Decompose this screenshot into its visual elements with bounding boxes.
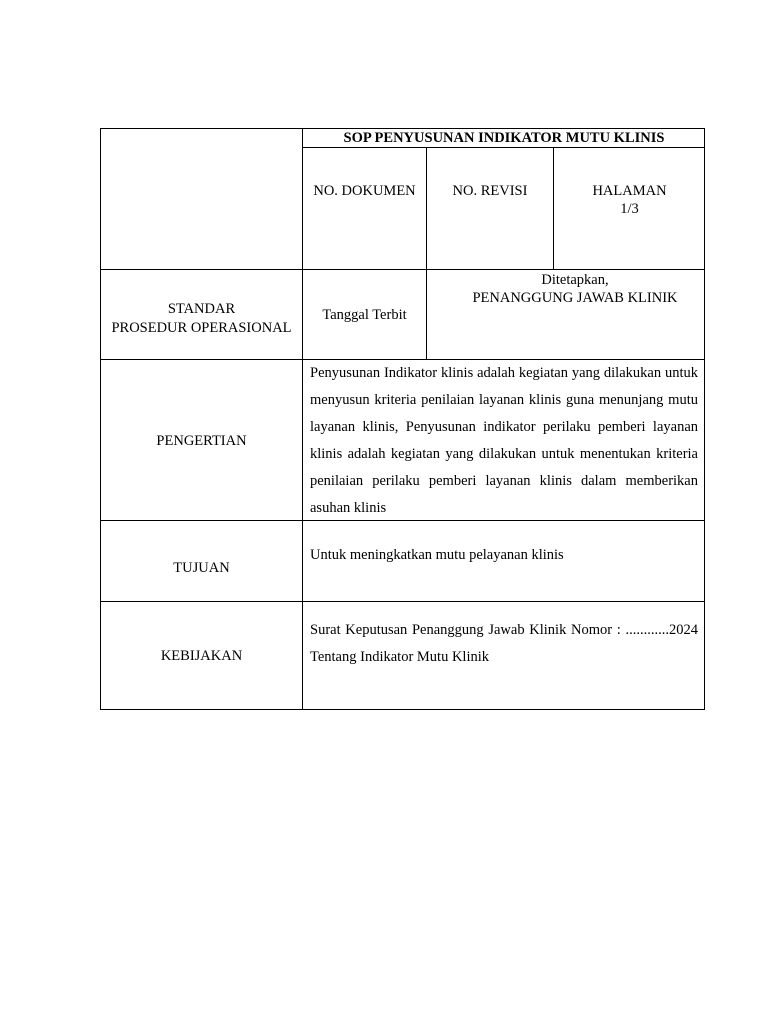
no-dokumen-label: NO. DOKUMEN (302, 147, 426, 269)
standar-line2: PROSEDUR OPERASIONAL (111, 319, 292, 336)
halaman-label: HALAMAN (592, 183, 667, 199)
ditetapkan-cell (426, 269, 705, 359)
halaman-cell (553, 147, 705, 269)
standar-line1: STANDAR (167, 301, 236, 318)
pengertian-label: PENGERTIAN (100, 359, 302, 520)
ditetapkan-line2: PENANGGUNG JAWAB KLINIK (472, 290, 678, 307)
kebijakan-text: Surat Keputusan Penanggung Jawab Klinik Nomor : ............2024 Tentang Indikator Mutu Klinik (302, 601, 705, 709)
tujuan-label: TUJUAN (100, 520, 302, 601)
halaman-value: 1/3 (620, 201, 639, 218)
tanggal-terbit-label: Tanggal Terbit (302, 269, 426, 359)
tujuan-text: Untuk meningkatkan mutu pelayanan klinis (302, 520, 705, 601)
pengertian-text: Penyusunan Indikator klinis adalah kegiatan yang dilakukan untuk menyusun kriteria penilaian layanan klinis guna menunjang mutu layanan klinis, Penyusunan indikator perilaku pemberi layanan klinis adalah kegiatan yang dilakukan untuk menentukan kriteria penilaian perilaku pemberi layanan klinis dalam memberikan asuhan klinis (302, 359, 705, 520)
kebijakan-label: KEBIJAKAN (100, 601, 302, 709)
logo-area (100, 128, 302, 269)
standar-prosedur-cell (100, 269, 302, 359)
ditetapkan-line1: Ditetapkan, (541, 272, 609, 288)
no-revisi-label: NO. REVISI (426, 147, 553, 269)
document-title: SOP PENYUSUNAN INDIKATOR MUTU KLINIS (302, 128, 705, 147)
sop-header-table (100, 128, 705, 710)
